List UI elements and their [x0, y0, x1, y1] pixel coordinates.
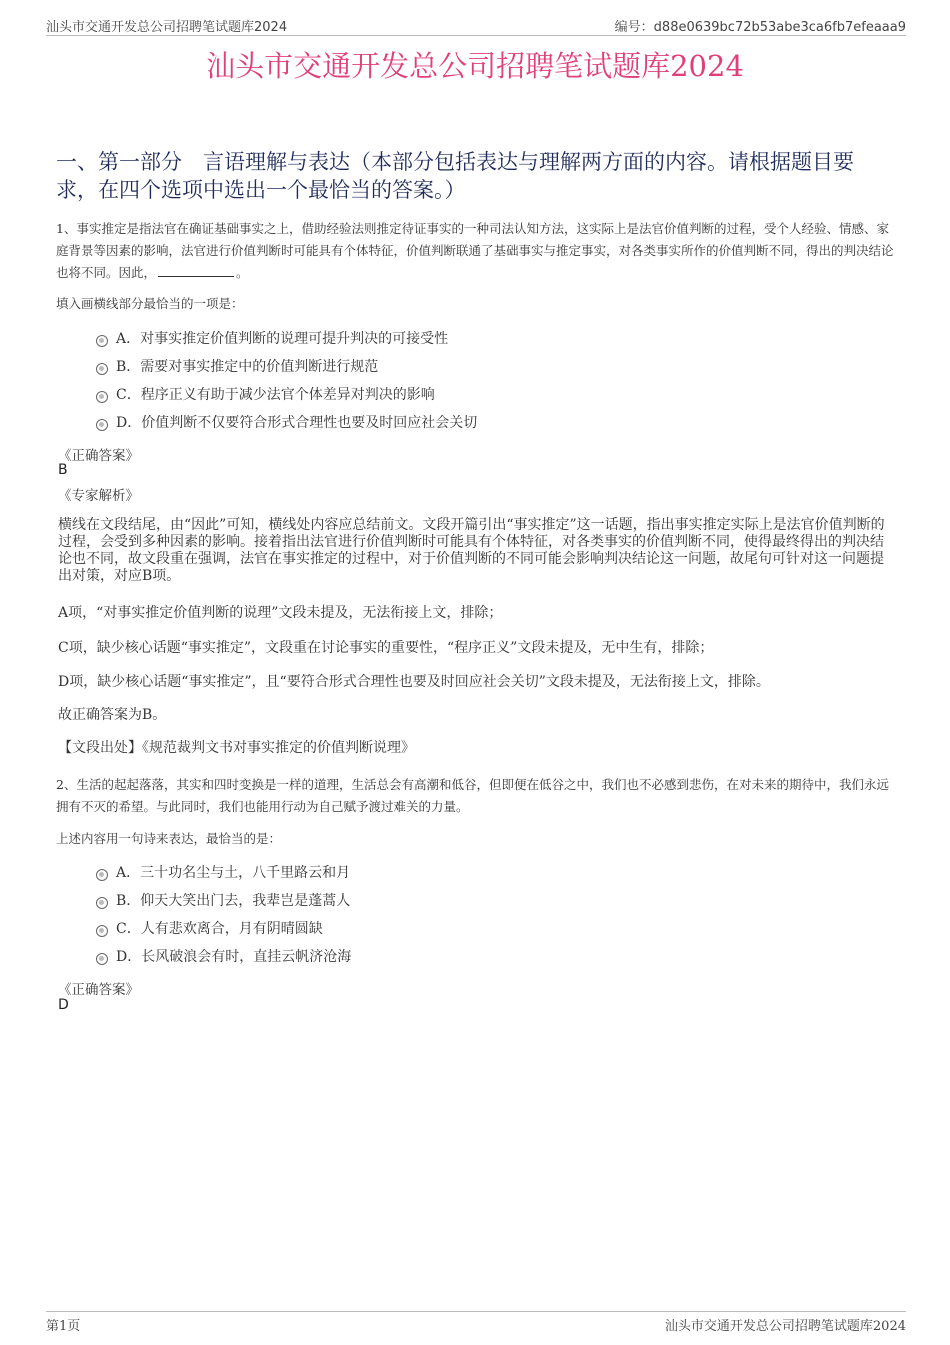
question-1-answer: B — [58, 462, 68, 478]
footer-doc-name: 汕头市交通开发总公司招聘笔试题库2024 — [664, 1319, 906, 1334]
document-title: 汕头市交通开发总公司招聘笔试题库2024 — [206, 49, 744, 83]
radio-button[interactable] — [96, 335, 108, 347]
question-1-stem — [56, 218, 898, 284]
radio-button[interactable] — [96, 953, 108, 965]
option-label: D．长风破浪会有时，直挂云帆济沧海 — [116, 949, 352, 965]
question-1-stem-text: 1、事实推定是指法官在确证基础事实之上，借助经验法则推定待证事实的一种司法认知方法，这实际上是法官价值判断的过程，受个人经验、情感、家庭背景等因素的影响，法官进行价值判断时可能具有个体特征，价值判断联通了基础事实与推定事实，对各类事实所作的价值判断不同，得出的判决结论也将不同。因此， — [56, 221, 894, 280]
radio-button[interactable] — [96, 419, 108, 431]
fill-blank — [158, 264, 234, 277]
question-1-option-b[interactable] — [96, 352, 477, 380]
option-label: C．人有悲欢离合，月有阴晴圆缺 — [116, 921, 323, 937]
question-2-option-a[interactable] — [96, 858, 351, 886]
question-2-option-b[interactable] — [96, 886, 351, 914]
option-label: B．仰天大笑出门去，我辈岂是蓬蒿人 — [116, 893, 351, 909]
radio-button[interactable] — [96, 897, 108, 909]
option-label: B．需要对事实推定中的价值判断进行规范 — [116, 359, 379, 375]
question-1-answer-label: 《正确答案》 — [58, 448, 139, 464]
question-1-analysis-main: 横线在文段结尾，由“因此”可知，横线处内容应总结前文。文段开篇引出“事实推定”这一话题，指出事实推定实际上是法官价值判断的过程，会受到多种因素的影响。接着指出法官进行价值判断时可能具有个体特征，对各类事实的价值判断不同，使得最终得出的判决结论也不同，故文段重在强调，法官在事实推定的过程中，对于价值判断的不同可能会影响判决结论这一问题，故尾句可针对这一问题提出对策，对应B项。 — [58, 517, 885, 584]
question-2-prompt: 上述内容用一句诗来表达，最恰当的是： — [56, 831, 282, 846]
question-1-prompt: 填入画横线部分最恰当的一项是： — [56, 296, 244, 311]
question-1-analysis-conclusion: 故正确答案为B。 — [58, 707, 167, 723]
question-2-option-d[interactable] — [96, 942, 351, 970]
page-header — [46, 14, 906, 36]
question-2-options — [96, 858, 351, 970]
option-label: D．价值判断不仅要符合形式合理性也要及时回应社会关切 — [116, 415, 478, 431]
question-1-analysis-label: 《专家解析》 — [58, 488, 139, 504]
question-1-option-c[interactable] — [96, 380, 477, 408]
radio-button[interactable] — [96, 363, 108, 375]
page-footer — [46, 1311, 906, 1333]
radio-button[interactable] — [96, 869, 108, 881]
radio-button[interactable] — [96, 391, 108, 403]
option-label: C．程序正义有助于减少法官个体差异对判决的影响 — [116, 387, 435, 403]
question-1-option-a[interactable] — [96, 324, 477, 352]
page-number: 第1页 — [46, 1319, 81, 1334]
question-1-analysis-d: D项，缺少核心话题“事实推定”，且“要符合形式合理性也要及时回应社会关切”文段未提及，无法衔接上文，排除。 — [58, 674, 770, 690]
radio-button[interactable] — [96, 925, 108, 937]
section-title: 一、第一部分 言语理解与表达（本部分包括表达与理解两方面的内容。请根据题目要求，在四个选项中选出一个最恰当的答案。） — [56, 150, 854, 202]
question-2-answer: D — [58, 997, 69, 1013]
question-1-stem-end: 。 — [236, 265, 249, 280]
option-label: A．对事实推定价值判断的说理可提升判决的可接受性 — [116, 331, 449, 347]
header-doc-id: 编号：d88e0639bc72b53abe3ca6fb7efeaaa9 — [614, 20, 906, 35]
question-2-option-c[interactable] — [96, 914, 351, 942]
header-doc-name: 汕头市交通开发总公司招聘笔试题库2024 — [46, 20, 288, 35]
question-1-analysis-c: C项，缺少核心话题“事实推定”，文段重在讨论事实的重要性，“程序正义”文段未提及，无中生有，排除； — [58, 640, 714, 656]
question-2-stem: 2、生活的起起落落，其实和四时变换是一样的道理，生活总会有高潮和低谷，但即便在低谷之中，我们也不必感到悲伤，在对未来的期待中，我们永远拥有不灭的希望。与此同时，我们也能用行动为自己赋予渡过难关的力量。 — [56, 777, 889, 814]
question-1-options — [96, 324, 477, 436]
question-2-answer-label: 《正确答案》 — [58, 982, 139, 998]
question-1-option-d[interactable] — [96, 408, 477, 436]
question-1-analysis-a: A项，“对事实推定价值判断的说理”文段未提及，无法衔接上文，排除； — [58, 605, 503, 621]
option-label: A．三十功名尘与土，八千里路云和月 — [116, 865, 351, 881]
question-1-source: 【文段出处】《规范裁判文书对事实推定的价值判断说理》 — [58, 740, 415, 756]
